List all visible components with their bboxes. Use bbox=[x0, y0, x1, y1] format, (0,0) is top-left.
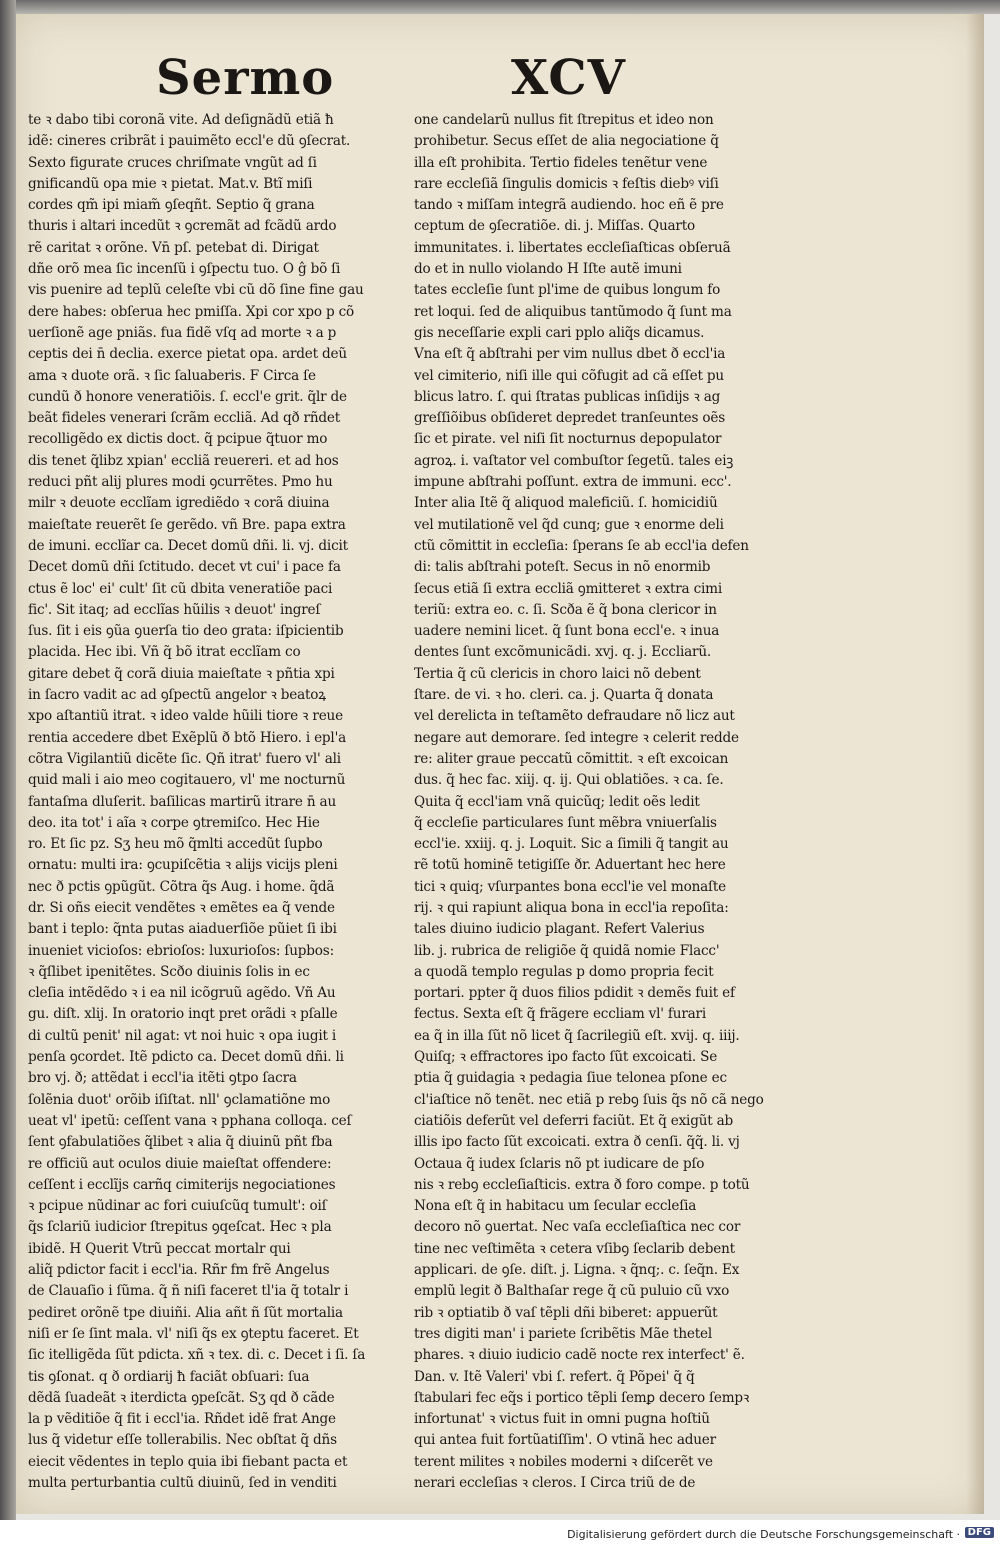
text-line: ret loqui. ſed de aliquibus tantũmodo q̃ ſunt ma bbox=[414, 303, 732, 320]
text-line: ſus. ſit i eis ꝯũa ꝯuerſa tio deo grata: iſpicientib bbox=[28, 623, 344, 640]
text-line: placida. Hec ibi. Vñ q̃ bõ itrat ecclĩam co bbox=[28, 644, 301, 661]
text-line: vel derelicta in teſtamẽto defraudare nõ licz aut bbox=[414, 708, 735, 725]
text-line: dr. Si oñs eiecit vendẽtes ꝛ emẽtes ea q̃ vende bbox=[28, 899, 335, 916]
text-line: decoro nõ ꝯuertat. Nec vaſa eccleſiaſtica nec cor bbox=[414, 1219, 741, 1236]
text-line: ciatiõis deferũt vel deferri faciũt. Et q̃ exigũt ab bbox=[414, 1112, 734, 1129]
text-line: Quita q̃ eccl'iam vnã quicũq; ledit oẽs ledit bbox=[414, 793, 700, 810]
text-line: bant i teplo: q̃nta putas aiaduerſiõe pũiet ſi ibi bbox=[28, 921, 337, 938]
text-line: portari. ppter q̃ duos filios pdidit ꝛ demẽs fuit ef bbox=[414, 985, 735, 1002]
text-line: lus q̃ videtur eſſe tollerabilis. Nec obſtat q̃ dñs bbox=[28, 1432, 337, 1449]
text-line: aliq̃ pdictor facit i eccl'ia. Rñr fm frẽ Angelus bbox=[28, 1262, 330, 1279]
text-line: emplũ legit ð Balthaſar rege q̃ cũ puluio cũ vxo bbox=[414, 1283, 730, 1300]
text-line: nis ꝛ rebꝯ eccleſiaſticis. extra ð foro compe. p totũ bbox=[414, 1176, 750, 1193]
text-line: one candelarũ nullus fit ſtrepitus et ideo non bbox=[414, 112, 714, 128]
text-line: Inter alia Itẽ q̃ aliquod maleficiũ. ſ. homicidiũ bbox=[414, 495, 718, 512]
text-line: impune abſtrahi poſſunt. extra de immuni. ecc'. bbox=[414, 474, 732, 491]
text-line: vis puenire ad teplũ celeſte vbi cũ dõ ſine fine gau bbox=[28, 282, 364, 299]
text-line: pediret orõnẽ tpe diuiñi. Alia añt ñ ſũt mortalia bbox=[28, 1304, 343, 1321]
footer-credit: Digitalisierung gefördert durch die Deutsche Forschungsgemeinschaft · bbox=[567, 1528, 960, 1541]
text-line: prohibetur. Secus eſſet de alia negociatione q̃ bbox=[414, 133, 719, 150]
text-line: Nona eſt q̃ in habitacu um ſecular eccleſia bbox=[414, 1198, 697, 1215]
text-line: Dan. v. Itẽ Valeri' vbi ſ. refert. q̃ Põpei' q̃ q̃ bbox=[414, 1368, 695, 1385]
text-line: cundũ ð honore veneratiõis. ſ. eccl'e grit. q̃lr de bbox=[28, 388, 347, 405]
text-column-left bbox=[28, 110, 396, 1494]
text-line: la p vẽditiõe q̃ fit i eccl'ia. Rñdet idẽ frat Ange bbox=[28, 1411, 336, 1428]
text-line: tres digiti man' i pariete ſcribẽtis Mãe thetel bbox=[414, 1325, 712, 1342]
text-line: greſſiõibus obſideret depredet tranſeuntes oẽs bbox=[414, 410, 726, 427]
text-column-right bbox=[414, 110, 780, 1494]
text-line: quid mali i aio meo cogitauero, vl' me nocturnũ bbox=[28, 772, 346, 789]
text-line: ornatu: multi ira: ꝯcupiſcẽtia ꝛ alijs vicijs pleni bbox=[28, 857, 338, 874]
text-line: ctus ẽ loc' ei' cult' ſit cũ dbita veneratiõe paci bbox=[28, 580, 333, 597]
text-line: ctũ cõmittit in eccleſia: ſperans ſe ab eccl'ia defen bbox=[414, 537, 749, 554]
text-line: fectus. Sexta eſt q̃ frãgere eccliam vl' furari bbox=[414, 1006, 706, 1023]
text-line: ꝛ pcipue nũdinar ac fori cuiuſcũq tumult': oiſ bbox=[28, 1198, 327, 1215]
text-line: rentia accedere dbet Exẽplũ ð btõ Hiero. i epl'a bbox=[28, 729, 347, 746]
text-line: multa perturbantia cultũ diuinũ, ſed in venditi bbox=[28, 1475, 337, 1491]
text-line: maieſtate reuerẽt ſe gerẽdo. vñ Bre. papa extra bbox=[28, 516, 346, 533]
text-line: tando ꝛ miſſam integrã audiendo. hoc eñ ẽ pre bbox=[414, 197, 724, 214]
text-line: rij. ꝛ qui rapiunt aliqua bona in eccl'ia repoſita: bbox=[414, 899, 729, 916]
text-line: negare aut demorare. ſed integre ꝛ celerit redde bbox=[414, 729, 739, 746]
text-line: ſolẽnia duot' orõib iſiſtat. nll' ꝯclamatiõne mo bbox=[28, 1091, 331, 1108]
text-line: tici ꝛ quiq; vſurpantes bona eccl'ie vel monaſte bbox=[414, 878, 726, 895]
text-line: di: talis abſtrahi poteſt. Secus in nõ enormib bbox=[414, 559, 711, 576]
text-line: di cultũ penit' nil agat: vt noi huic ꝛ opa iugit i bbox=[28, 1027, 337, 1044]
text-line: in ſacro vadit ac ad ꝯſpectũ angelor ꝛ beatoꝝ bbox=[28, 687, 326, 704]
text-line: q̃s ſclariũ iudicior ſtrepitus ꝯqeſcat. Hec ꝛ pla bbox=[28, 1219, 332, 1236]
text-line: nec ð pctis ꝯpũgũt. Cõtra q̃s Aug. i home. q̃dã bbox=[28, 878, 335, 895]
text-line: rare eccleſiã ſingulis domicis ꝛ feſtis diebꝰ viſi bbox=[414, 175, 719, 192]
text-line: dus. q̃ hec fac. xiij. q. ij. Qui oblatiões. ꝛ ca. ſe. bbox=[414, 772, 724, 789]
text-line: ſent ꝯfabulatiões q̃libet ꝛ alia q̃ diuinũ pñt fba bbox=[28, 1134, 333, 1151]
text-line: applicari. de ꝯſe. diſt. j. Ligna. ꝛ q̃nq;. c. ſeq̃n. Ex bbox=[414, 1262, 740, 1279]
text-line: penſa ꝯcordet. Itẽ pdicto ca. Decet domũ dñi. li bbox=[28, 1049, 344, 1066]
text-line: de Clauaſio i ſũma. q̃ ñ niſi faceret tl'ia q̃ totalr i bbox=[28, 1283, 349, 1300]
text-line: cl'iaſtice nõ tenẽt. nec etiã p rebꝯ ſuis q̃s nõ cã nego bbox=[414, 1091, 764, 1108]
book-page bbox=[16, 14, 984, 1514]
text-line: rib ꝛ optiatib ð vaſ tẽpli dñi biberet: appuerũt bbox=[414, 1304, 718, 1321]
text-line: te ꝛ dabo tibi coronã vite. Ad deſignãdũ etiã ħ bbox=[28, 112, 334, 128]
text-line: ſecus etiã ſi extra eccliã ꝯmitteret ꝛ extra cimi bbox=[414, 580, 722, 597]
text-line: ueat vl' ipetũ: ceſſent vana ꝛ pphana colloqa. ceſ bbox=[28, 1112, 352, 1129]
text-line: illis ipo facto ſũt excoicati. extra ð cenſi. q̃q̃. li. vj bbox=[414, 1134, 740, 1151]
text-line: dis tenet q̃libz xpian' eccliã reuereri. et ad hos bbox=[28, 452, 339, 469]
text-line: milr ꝛ deuote ecclĩam igrediẽdo ꝛ corã diuina bbox=[28, 495, 330, 512]
text-line: dere habes: obſerua hec pmiſſa. Xpi cor xpo p cõ bbox=[28, 303, 354, 320]
text-line: ſtare. de vi. ꝛ ho. cleri. ca. j. Quarta q̃ donata bbox=[414, 687, 714, 704]
text-line: blicus latro. ſ. qui ſtratas publicas inſidijs ꝛ ag bbox=[414, 388, 721, 405]
text-line: vel cimiterio, niſi ille qui cõfugit ad cã eſſet pu bbox=[414, 367, 724, 384]
text-line: illa eſt prohibita. Tertio fideles tenẽtur vene bbox=[414, 154, 708, 171]
text-line: uadere nemini licet. q̃ ſunt bona eccl'e. ꝛ inua bbox=[414, 623, 720, 640]
text-line: ibidẽ. H Querit Vtrũ peccat mortalr qui bbox=[28, 1240, 291, 1257]
text-line: cõtra Vigilantiũ dicẽte ſic. Qñ itrat' fuero vl' ali bbox=[28, 750, 341, 767]
text-line: xpo aſtantiũ itrat. ꝛ ideo valde hũili tiore ꝛ reue bbox=[28, 708, 343, 725]
text-line: tates eccleſie ſunt pl'ime de quibus longum fo bbox=[414, 282, 721, 299]
text-line: uerſionẽ age pniãs. fua fidẽ vſq ad morte ꝛ a p bbox=[28, 324, 337, 341]
text-line: Sexto figurate cruces chriſmate vngũt ad ſi bbox=[28, 154, 317, 171]
text-line: q̃ eccleſie particulares ſunt mẽbra vniuerſalis bbox=[414, 814, 717, 831]
text-line: idẽ: cineres cribrãt i pauimẽto eccl'e dũ ꝯſecrat. bbox=[28, 133, 351, 150]
text-line: ceſſent i ecclĩjs carñq cimiterijs negociationes bbox=[28, 1176, 336, 1193]
text-line: tales diuino iudicio plagant. Refert Valerius bbox=[414, 921, 705, 938]
text-line: ꝛ q̃ſlibet ipenitẽtes. Scðo diuinis ſolis in ec bbox=[28, 963, 310, 980]
text-line: rẽ totũ hominẽ tetigiſſe ðr. Aduertant hec here bbox=[414, 857, 726, 874]
text-line: ama ꝛ duote orã. ꝛ ſic ſaluaberis. F Circa ſe bbox=[28, 367, 316, 384]
text-line: niſi er ſe ſint mala. vl' niſi q̃s ex ꝯteptu faceret. Et bbox=[28, 1325, 359, 1342]
text-line: gnificandũ opa mie ꝛ pietat. Mat.v. Btĩ miſi bbox=[28, 175, 313, 192]
scan-edge-left bbox=[0, 0, 16, 1520]
text-line: Quiſq; ꝛ effractores ipo facto ſũt excoicati. Se bbox=[414, 1049, 718, 1066]
text-line: Decet domũ dñi ſctitudo. decet vt cui' i pace fa bbox=[28, 559, 341, 576]
text-line: re officiũ aut oculos diuie maieſtat offendere: bbox=[28, 1155, 332, 1172]
text-line: lib. j. rubrica de religiõe q̃ quidã nomie Flacc' bbox=[414, 942, 720, 959]
text-line: ſic itelligẽda ſũt pdicta. xñ ꝛ tex. di. c. Decet i ſi. ſa bbox=[28, 1347, 366, 1364]
text-line: Octaua q̃ iudex ſclaris nõ pt iudicare de pſo bbox=[414, 1155, 705, 1172]
text-line: reduci pñt alij plures modi ꝯcurrẽtes. Pmo hu bbox=[28, 474, 333, 491]
text-line: nerari eccleſias ꝛ cleros. I Circa triũ de de bbox=[414, 1475, 696, 1491]
text-line: ſic et pirate. vel niſi ſit nocturnus depopulator bbox=[414, 431, 722, 448]
text-line: ſtabulari fec eq̃s i portico tẽpli ſemꝑ decero ſempꝛ bbox=[414, 1389, 750, 1406]
text-line: recolligẽdo ex dictis doct. q̃ pcipue q̃tuor mo bbox=[28, 431, 328, 448]
text-line: immunitates. i. libertates eccleſiaſticas obſeruã bbox=[414, 239, 731, 256]
text-line: eccl'ie. xxiij. q. j. Loquit. Sic a ſimili q̃ tangit au bbox=[414, 836, 729, 853]
text-line: teriũ: extra eo. c. ſi. Scða ẽ q̃ bona clericor in bbox=[414, 601, 717, 618]
page-gutter-shadow bbox=[966, 14, 984, 1514]
text-line: rẽ caritat ꝛ orõne. Vn̄ pſ. petebat di. Dirigat bbox=[28, 239, 319, 256]
dfg-logo: DFG bbox=[965, 1527, 994, 1538]
text-line: eiecit vẽdentes in teplo quia ibi fiebant pacta et bbox=[28, 1453, 348, 1470]
text-line: tis ꝯſonat. q ð ordiarij ħ faciãt obſuari: ſua bbox=[28, 1368, 310, 1385]
text-line: dentes ſunt excõmunicãdi. xvj. q. j. Eccliarũ. bbox=[414, 644, 712, 661]
text-line: inueniet vicioſos: ebrioſos: luxurioſos: ſupbos: bbox=[28, 942, 334, 959]
text-line: Tertia q̃ cũ clericis in choro laici nõ debent bbox=[414, 665, 701, 682]
text-line: a quodã templo regulas p domo propria fecit bbox=[414, 963, 714, 980]
text-line: gu. diſt. xlij. In oratorio inqt pret orãdi ꝛ pſalle bbox=[28, 1006, 338, 1023]
text-line: tine nec veſtimẽta ꝛ cetera vſibꝯ ſeclarib debent bbox=[414, 1240, 735, 1257]
text-line: bro vj. ð; attẽdat i eccl'ia itẽti ꝯtpo ſacra bbox=[28, 1070, 297, 1087]
text-line: fantaſma dluſerit. baſilicas martirũ itrare n̄ au bbox=[28, 793, 337, 810]
text-line: ptia q̃ guidagia ꝛ pedagia ſiue telonea pſone ec bbox=[414, 1070, 727, 1087]
running-head-right: XCV bbox=[511, 50, 626, 106]
text-line: deo. ita tot' i aĩa ꝛ corpe ꝯtremiſco. Hec Hie bbox=[28, 814, 320, 831]
text-line: agroꝝ. i. vaſtator vel combuſtor ſegetũ. tales eiꝫ bbox=[414, 452, 734, 469]
text-line: re: aliter graue peccatũ cõmittit. ꝛ eſt excoican bbox=[414, 750, 729, 767]
text-line: vel mutilationẽ vel q̃d cunq; gue ꝛ enorme deli bbox=[414, 516, 724, 533]
scan-edge-top bbox=[0, 0, 1000, 14]
text-line: do et in nullo violando H Iſte autẽ imuni bbox=[414, 261, 682, 278]
text-line: gis neceſſarie expli cari pplo aliq̃s dicamus. bbox=[414, 324, 705, 341]
text-line: ceptum de ꝯſecratiõe. di. j. Miſſas. Quarto bbox=[414, 218, 695, 235]
text-line: Vna eſt q̃ abſtrahi per vim nullus dbet ð eccl'ia bbox=[414, 346, 726, 363]
text-line: dñe orõ mea ſic incenſũ i ꝯſpectu tuo. O ĝ bõ ſi bbox=[28, 261, 341, 278]
text-line: beãt fideles venerari ſcrãm eccliã. Ad qð rñdet bbox=[28, 410, 341, 427]
text-line: ceptis dei n̄ declia. exerce pietat opa. ardet deũ bbox=[28, 346, 347, 363]
text-line: cleſia intẽdẽdo ꝛ i ea nil icõgruũ agẽdo. Vñ Au bbox=[28, 985, 336, 1002]
running-head-left: Sermo bbox=[156, 50, 335, 106]
text-line: thuris i altari incedũt ꝛ ꝯcremãt ad fcãdũ ardo bbox=[28, 218, 337, 235]
text-line: dẽdã ſuadeãt ꝛ iterdicta ꝯpeſcãt. Sʒ qd ð cãde bbox=[28, 1389, 335, 1406]
text-line: cordes qm̃ ipi miam̃ ꝯſeqñt. Septio q̃ grana bbox=[28, 197, 315, 214]
text-line: qui antea fuit fortũatiſſim'. O vtinã hec aduer bbox=[414, 1432, 716, 1449]
text-line: infortunat' ꝛ victus fuit in omni pugna hoſtiũ bbox=[414, 1411, 710, 1428]
text-line: terent milites ꝛ nobiles moderni ꝛ diſcerẽt ve bbox=[414, 1453, 713, 1470]
text-line: ea q̃ in illa ſũt nõ licet q̃ ſacrilegiũ eſt. xvij. q. iiij. bbox=[414, 1027, 740, 1044]
text-line: de imuni. ecclĩar ca. Decet domũ dñi. li. vj. dicit bbox=[28, 537, 348, 554]
text-line: ro. Et ſic pz. Sʒ heu mõ q̃mlti accedũt ſupbo bbox=[28, 836, 323, 853]
text-line: phares. ꝛ diuio iudicio cadẽ nocte rex interfect' ẽ. bbox=[414, 1347, 745, 1364]
text-line: fic'. Sit itaq; ad ecclĩas hũilis ꝛ deuot' ingreſ bbox=[28, 601, 321, 618]
text-line: gitare debet q̃ corã diuia maieſtate ꝛ pñtia xpi bbox=[28, 665, 335, 682]
